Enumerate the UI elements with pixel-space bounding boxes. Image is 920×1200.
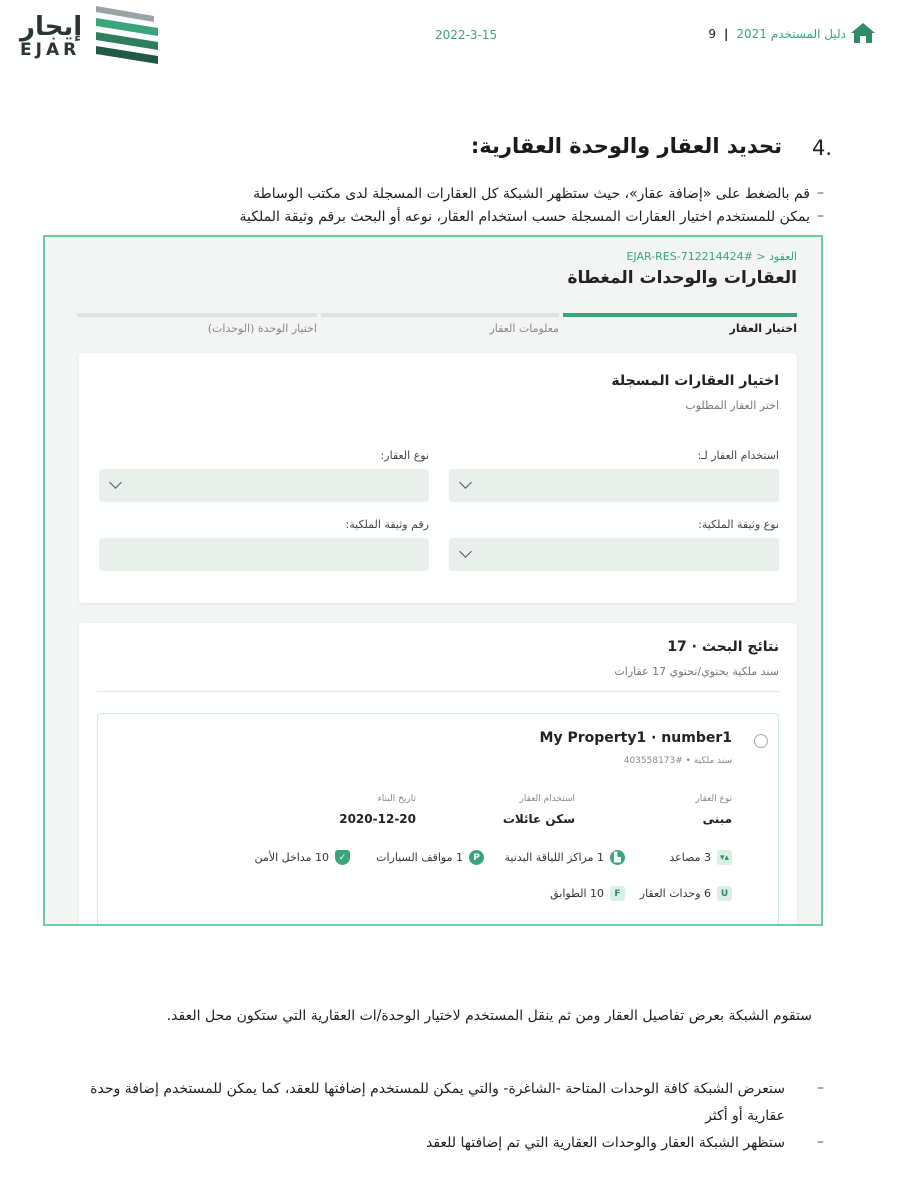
breadcrumb: [626, 250, 797, 263]
elevator-icon: ▴▾: [717, 850, 732, 865]
feature-label: 10 مداخل الأمن: [254, 851, 329, 864]
header-date: 2022-3-15: [435, 28, 498, 42]
feature-label: 1 مواقف السيارات: [376, 851, 463, 864]
feature-label: 10 الطوابق: [550, 887, 604, 900]
units-icon: U: [717, 886, 732, 901]
header-guide: [708, 27, 846, 41]
property-result-item[interactable]: [97, 713, 779, 926]
deed-type-select[interactable]: [449, 538, 779, 571]
bullet-dash: –: [817, 208, 824, 224]
chevron-down-icon: [109, 476, 122, 489]
breadcrumb-separator: <: [752, 250, 766, 263]
section-bullet: يمكن للمستخدم اختيار العقارات المسجلة حسب استخدام العقار، نوعه أو البحث برقم وثيقة الملكية: [239, 209, 810, 225]
type-select[interactable]: [99, 469, 429, 502]
page-title: العقارات والوحدات المغطاة: [567, 268, 797, 288]
divider: [97, 691, 779, 692]
usage-value: سكن عائلات: [502, 812, 575, 826]
logo-latin: EJAR: [20, 40, 81, 60]
deed-number-input[interactable]: [99, 538, 429, 571]
usage-label: استخدام العقار لـ:: [697, 449, 779, 462]
shield-icon: ✓: [335, 850, 350, 865]
section-number: 4.: [811, 136, 832, 160]
ejar-logo-icon: [96, 6, 160, 68]
logo-arabic: إيجار: [20, 12, 83, 42]
feature-elevators: [669, 850, 732, 865]
type-value: مبنى: [702, 812, 732, 826]
property-deed: سند ملكية • #403558173: [623, 756, 732, 766]
feature-security-entrances: [255, 850, 350, 865]
guide-title: دليل المستخدم 2021: [736, 27, 846, 41]
feature-gyms: [505, 850, 625, 865]
section-title: تحديد العقار والوحدة العقارية:: [470, 134, 782, 158]
step-select-property[interactable]: اختيار العقار: [729, 322, 797, 335]
type-label: نوع العقار:: [380, 449, 429, 462]
bullet-dash: –: [817, 185, 824, 201]
type-key: نوع العقار: [695, 794, 732, 804]
built-value: 2020-12-20: [339, 812, 416, 826]
step-bar-active: [563, 313, 797, 317]
feature-units: [640, 886, 732, 901]
parking-icon: P: [469, 850, 484, 865]
filter-title: اختيار العقارات المسجلة: [611, 373, 779, 389]
feature-floors: [550, 886, 625, 901]
filter-card: [79, 353, 797, 603]
step-bar: [321, 313, 559, 317]
results-subtitle: سند ملكية يحتوي/تحتوي 17 عقارات: [614, 665, 779, 678]
built-key: تاريخ البناء: [377, 794, 416, 804]
feature-label: 3 مصاعد: [669, 851, 711, 864]
page-number: 9: [708, 27, 716, 41]
chevron-down-icon: [459, 545, 472, 558]
select-radio[interactable]: [754, 734, 768, 748]
section-bullet: قم بالضغط على «إضافة عقار»، حيث ستظهر الشبكة كل العقارات المسجلة لدى مكتب الوساطة: [253, 186, 810, 202]
description-bullet: ستعرض الشبكة كافة الوحدات المتاحة -الشاغرة- والتي يمكن للمستخدم إضافتها للعقد، كما يمكن للمستخدم إضافة وحدة عقارية أو أكثر: [90, 1081, 785, 1124]
app-screenshot: [43, 235, 823, 926]
chevron-down-icon: [459, 476, 472, 489]
step-select-units[interactable]: اختيار الوحدة (الوحدات): [207, 322, 317, 335]
description-bullet: ستظهر الشبكة العقار والوحدات العقارية التي تم إضافتها للعقد: [425, 1135, 785, 1151]
deed-number-label: رقم وثيقة الملكية:: [345, 518, 429, 531]
feature-label: 1 مراكز اللياقة البدنية: [504, 851, 604, 864]
breadcrumb-root[interactable]: العقود: [769, 250, 797, 263]
breadcrumb-contract-id: #EJAR-RES-712214424: [626, 250, 753, 263]
deed-type-label: نوع وثيقة الملكية:: [698, 518, 779, 531]
home-icon[interactable]: [850, 22, 876, 44]
filter-subtitle: اختر العقار المطلوب: [685, 399, 779, 412]
results-card: [79, 623, 797, 926]
header-separator: |: [723, 27, 729, 41]
step-bar: [77, 313, 317, 317]
usage-key: استخدام العقار: [519, 794, 575, 804]
feature-label: 6 وحدات العقار: [639, 887, 711, 900]
gym-icon: ▙: [610, 850, 625, 865]
bullet-dash: –: [817, 1134, 824, 1150]
property-name: My Property1 · number1: [539, 730, 732, 746]
floors-icon: F: [610, 886, 625, 901]
description-paragraph: ستقوم الشبكة بعرض تفاصيل العقار ومن ثم ينقل المستخدم لاختيار الوحدة/ات العقارية التي ستكون محل العقد.: [166, 1008, 812, 1024]
step-property-info[interactable]: معلومات العقار: [489, 322, 559, 335]
usage-select[interactable]: [449, 469, 779, 502]
results-title: نتائج البحث · 17: [667, 639, 779, 655]
feature-parking: [376, 850, 484, 865]
bullet-dash: –: [817, 1080, 824, 1096]
